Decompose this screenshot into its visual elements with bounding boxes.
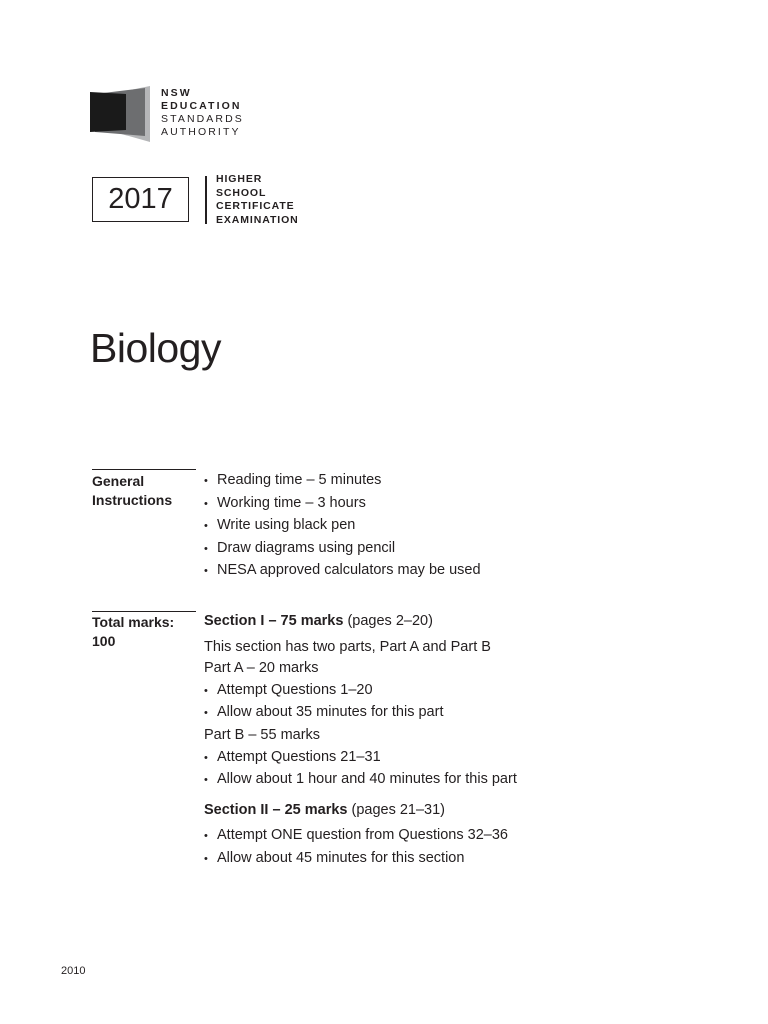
list-item — [204, 680, 517, 703]
list-item — [204, 470, 481, 493]
list-item-text: Attempt ONE question from Questions 32–36 — [217, 827, 508, 844]
bullet-icon: • — [204, 751, 208, 764]
exam-type — [216, 173, 299, 227]
total-marks-label-line-1: Total marks: — [92, 614, 175, 630]
bullet-icon: • — [204, 774, 208, 787]
general-instructions-list — [204, 470, 481, 583]
section-two-title: Section II – 25 marks — [204, 801, 348, 818]
list-item — [204, 769, 517, 792]
section-one-intro: This section has two parts, Part A and Part B — [204, 638, 491, 655]
authority-line-standards: STANDARDS — [161, 113, 244, 125]
exam-type-line-certificate: CERTIFICATE — [216, 200, 295, 212]
bullet-icon: • — [204, 542, 208, 555]
list-item — [204, 538, 481, 561]
authority-line-education: EDUCATION — [161, 100, 242, 112]
subject-title: Biology — [90, 325, 221, 371]
list-item — [204, 493, 481, 516]
list-item-text: Reading time – 5 minutes — [217, 472, 382, 488]
section-gap — [204, 792, 517, 800]
list-item-text: NESA approved calculators may be used — [217, 562, 481, 579]
total-marks-label — [92, 613, 174, 651]
print-code: 2010 — [61, 965, 86, 977]
section-one-title: Section I – 75 marks — [204, 613, 344, 629]
general-instructions-label-line-1: General — [92, 473, 145, 489]
list-item-text: Allow about 1 hour and 40 minutes for this part — [217, 771, 517, 788]
section-one-heading — [204, 611, 517, 633]
bullet-icon: • — [204, 684, 208, 697]
general-instructions-label-line-2: Instructions — [92, 492, 173, 508]
total-marks-label-line-2: 100 — [92, 633, 116, 649]
total-marks-rule — [92, 611, 196, 612]
list-item — [204, 825, 517, 848]
bullet-icon: • — [204, 475, 208, 487]
list-item — [204, 560, 481, 583]
bullet-icon: • — [204, 497, 208, 510]
general-instructions-rule — [92, 469, 196, 470]
bullet-icon: • — [204, 830, 208, 843]
authority-name — [161, 87, 244, 139]
header-divider — [205, 176, 207, 224]
authority-line-nsw: NSW — [161, 87, 192, 99]
section-one-pages: (pages 2–20) — [347, 613, 433, 629]
section-two-heading — [204, 800, 517, 822]
bullet-icon: • — [204, 565, 208, 578]
list-item-text: Draw diagrams using pencil — [217, 539, 396, 556]
section-two-pages: (pages 21–31) — [351, 801, 446, 818]
part-b-title: Part B – 55 marks — [204, 726, 321, 743]
bullet-icon: • — [204, 707, 208, 720]
list-item-text: Working time – 3 hours — [217, 494, 366, 511]
list-item-text: Attempt Questions 1–20 — [217, 681, 373, 698]
nesa-logo-icon — [90, 82, 152, 148]
authority-line-authority: AUTHORITY — [161, 126, 241, 138]
general-instructions-label — [92, 472, 172, 510]
part-a-title: Part A – 20 marks — [204, 660, 319, 677]
list-item — [204, 848, 517, 871]
exam-year: 2017 — [92, 177, 189, 222]
exam-type-line-school: SCHOOL — [216, 186, 267, 199]
list-item — [204, 515, 481, 538]
list-item-text: Write using black pen — [217, 517, 356, 534]
bullet-icon: • — [204, 852, 208, 865]
list-item — [204, 747, 517, 770]
exam-type-line-higher: HIGHER — [216, 173, 263, 185]
list-item-text: Attempt Questions 21–31 — [217, 748, 381, 765]
list-item-text: Allow about 35 minutes for this part — [217, 704, 444, 721]
list-item-text: Allow about 45 minutes for this section — [217, 849, 465, 866]
exam-type-line-examination: EXAMINATION — [216, 213, 299, 226]
total-marks-details — [204, 611, 517, 871]
list-item — [204, 702, 517, 725]
bullet-icon: • — [204, 520, 208, 533]
